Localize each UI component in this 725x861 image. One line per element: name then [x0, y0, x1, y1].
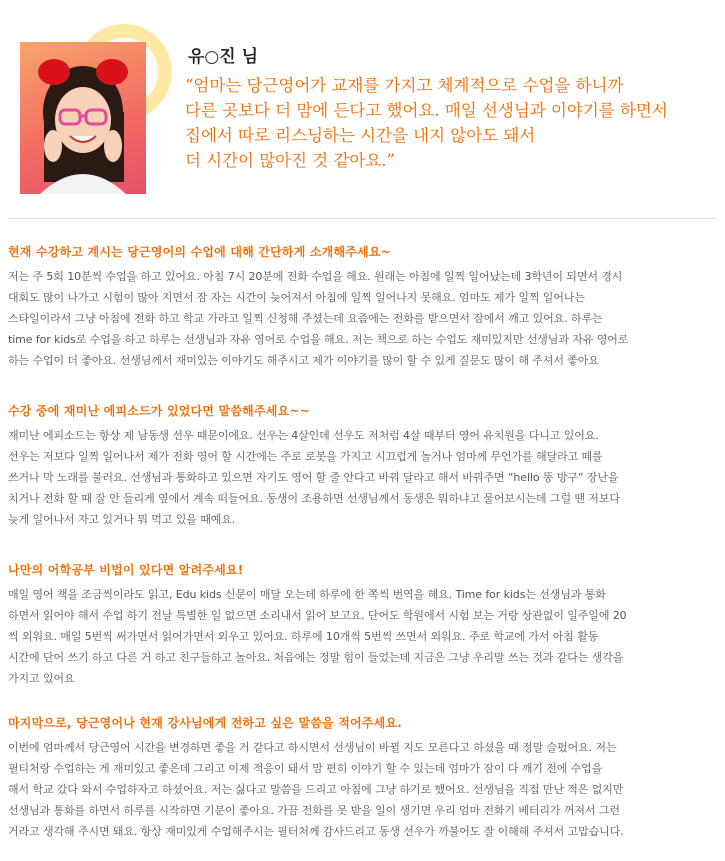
- question-heading: 현재 수강하고 계시는 당근영어의 수업에 대해 간단하게 소개해주세요~: [8, 245, 391, 259]
- answer-text: [8, 425, 718, 530]
- answer-line: 씩 외워요. 매일 5번씩 써가면서 읽어가면서 외우고 있어요. 하루에 10개씩 5번씩 쓰면서 외워요. 주로 학교에 가서 아침 활동: [8, 630, 599, 643]
- answer-line: 하면서 읽어야 해서 수업 하기 전날 특별한 일 없으면 소리내서 읽어 보고요. 단어도 학원에서 시험 보는 거랑 상관없이 일주일에 20: [8, 609, 627, 622]
- answer-line: 가지고 있어요: [8, 672, 75, 685]
- profile-photo: [16, 24, 166, 196]
- answer-line: 대회도 많이 나가고 시험이 많아 지면서 잠 자는 시간이 늦어져서 아침에 일찍 일어나지 못해요. 엄마도 제가 일찍 일어나는: [8, 291, 585, 304]
- answer-text: [8, 737, 718, 842]
- answer-line: 이번에 엄마께서 당근영어 시간을 변경하면 좋을 거 같다고 하시면서 선생님이 바뀔 지도 모른다고 하셨을 때 정말 슬펐어요. 저는: [8, 741, 617, 754]
- answer-line: 재미난 에피소드는 항상 제 남동생 선우 때문이에요. 선우는 4살인데 선우도 저처럼 4살 때부터 영어 유치원을 다니고 있어요.: [8, 429, 599, 442]
- quote-line: 다른 곳보다 더 맘에 든다고 했어요. 매일 선생님과 이야기를 하면서: [185, 101, 668, 120]
- qa-section-message: [8, 714, 718, 842]
- answer-line: 선생님과 통화를 하면서 하루를 시작하면 기분이 좋아요. 가끔 전화를 못 받을 일이 생기면 우리 엄마 전화기 베터리가 꺼져서 그런: [8, 804, 620, 817]
- qa-section-current-class: [8, 243, 718, 371]
- answer-line: 쓰거나 막 노래를 불러요. 선생님과 통화하고 있으면 자기도 영어 할 줄 안다고 바꿔 달라고 해서 바꿔주면 “hello 똥 방구” 장난을: [8, 471, 619, 484]
- quote-line: 더 시간이 많아진 것 같아요.”: [185, 151, 395, 170]
- answer-line: time for kids로 수업을 하고 하루는 선생님과 자유 영어로 수업을 해요. 저는 책으로 하는 수업도 재미있지만 선생님과 자유 영어로: [8, 333, 629, 346]
- girl-portrait-image: [20, 42, 146, 194]
- answer-line: 저는 주 5회 10분씩 수업을 하고 있어요. 아침 7시 20분에 전화 수업을 해요. 원래는 아침에 일찍 일어났는데 3학년이 되면서 경시: [8, 270, 623, 283]
- question-heading: 나만의 어학공부 비법이 있다면 알려주세요!: [8, 563, 244, 577]
- answer-line: 스타일이라서 그냥 아침에 전화 하고 학교 가라고 일찍 신청해 주셨는데 요즘에는 전화를 받으면서 잠에서 깨고 있어요. 하루는: [8, 312, 603, 325]
- answer-text: [8, 266, 718, 371]
- testimonial-quote: [185, 73, 705, 173]
- reviewer-name: 유○진 님: [188, 47, 259, 67]
- qa-section-episode: [8, 402, 718, 530]
- quote-line: “엄마는 당근영어가 교재를 가지고 체계적으로 수업을 하니까: [185, 76, 624, 95]
- answer-line: 늦게 일어나서 자고 있거나 뭐 먹고 있을 때예요.: [8, 513, 236, 526]
- answer-text: [8, 584, 718, 689]
- answer-line: 거라고 생각해 주시면 돼요. 항상 재미있게 수업해주시는 필터처께 감사드리고 동생 선우가 까불어도 잘 이해해 주셔서 고맙습니다.: [8, 825, 624, 838]
- answer-line: 필티처랑 수업하는 게 재미있고 좋은데 그리고 이제 적응이 돼서 맘 편히 이야기 할 수 있는데 엄마가 잠이 다 깨기 전에 수업을: [8, 762, 603, 775]
- answer-line: 매일 영어 책을 조금씩이라도 읽고, Edu kids 신문이 매달 오는데 하루에 한 쪽씩 번역을 해요. Time for kids는 선생님과 통화: [8, 588, 606, 601]
- question-heading: 수강 중에 재미난 에피소드가 있었다면 말씀해주세요~~: [8, 404, 310, 418]
- answer-line: 하는 수업이 더 좋아요. 선생님께서 재미있는 이야기도 해주시고 제가 이야기를 많이 할 수 있게 질문도 많이 해 주셔서 좋아요: [8, 354, 599, 367]
- qa-section-study-tips: [8, 561, 718, 689]
- section-divider: [8, 218, 716, 219]
- answer-line: 시간에 단어 쓰기 하고 다른 거 하고 친구들하고 놀아요. 처음에는 정말 힘이 들었는데 지금은 그냥 우리말 쓰는 것과 같다는 생각을: [8, 651, 624, 664]
- answer-line: 선우는 저보다 일찍 일어나서 제가 전화 영어 할 시간에는 주로 로봇을 가지고 시끄럽게 놀거나 엄마께 무언가를 해달라고 떼를: [8, 450, 603, 463]
- answer-line: 치거나 전화 할 때 잘 안 들리게 옆에서 계속 떠들어요. 동생이 조용하면 선생님께서 동생은 뭐하냐고 물어보시는데 그럴 땐 저보다: [8, 492, 620, 505]
- answer-line: 해서 학교 갔다 와서 수업하자고 하셨어요. 저는 싫다고 말씀을 드리고 아침에 그냥 하기로 했어요. 선생님을 직접 만난 적은 없지만: [8, 783, 624, 796]
- profile-header: [0, 0, 725, 205]
- question-heading: 마지막으로, 당근영어나 현재 강사님에게 전하고 싶은 말씀을 적어주세요.: [8, 716, 402, 730]
- quote-line: 집에서 따로 리스닝하는 시간을 내지 않아도 돼서: [185, 126, 536, 145]
